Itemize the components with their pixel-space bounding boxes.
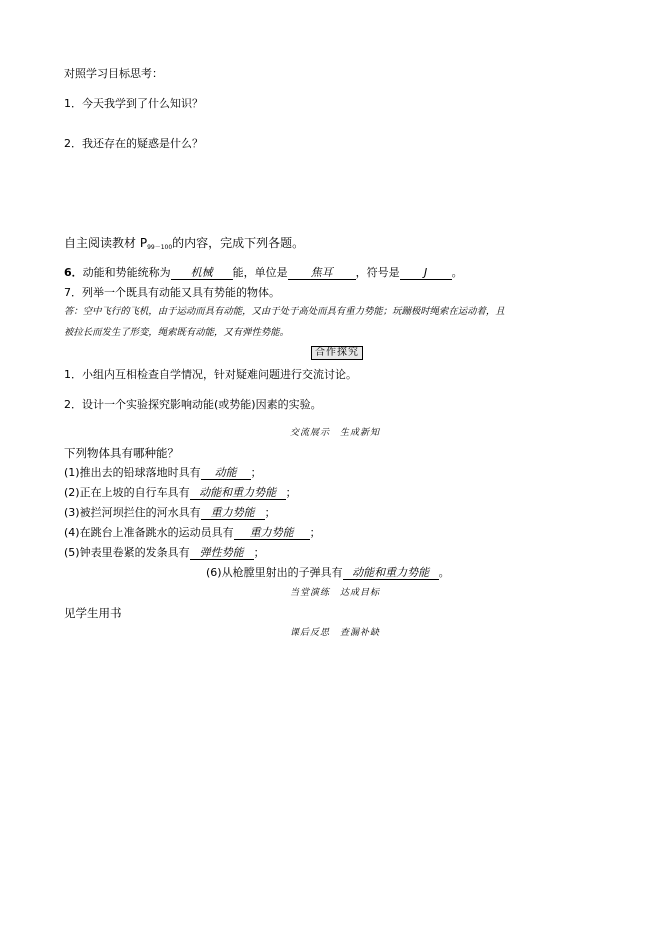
self-read-intro [64, 236, 304, 255]
question-6-text-1: 动能和势能统称为 [82, 266, 171, 279]
reflect-question-2: 2．我还存在的疑惑是什么？ [64, 137, 203, 150]
question-6-text-3: ，符号是 [355, 266, 400, 279]
exchange-item-6 [206, 566, 450, 580]
review-title: 课后反思 查漏补缺 [290, 628, 381, 638]
exchange-item-3-end: ； [264, 506, 276, 519]
reflect-question-1: 1．今天我学到了什么知识？ [64, 97, 203, 110]
exchange-item-2 [64, 486, 297, 500]
question-6-number: 6． [64, 266, 83, 279]
question-6 [64, 266, 463, 280]
practice-note: 见学生用书 [64, 606, 122, 620]
exchange-item-3 [64, 506, 276, 520]
exchange-item-6-answer: 动能和重力势能 [343, 566, 439, 580]
reflect-heading: 对照学习目标思考： [64, 67, 163, 80]
cooperation-title: 合作探究 [311, 346, 363, 360]
question-6-text-4: 。 [451, 266, 463, 279]
exchange-item-4-end: ； [309, 526, 321, 539]
self-read-intro-post: 的内容，完成下列各题。 [172, 236, 305, 250]
self-read-intro-pre: 自主阅读教材 P [64, 236, 148, 250]
exchange-item-6-end: 。 [438, 566, 450, 579]
exchange-item-4-answer: 重力势能 [234, 526, 310, 540]
exchange-item-5-text: (5)钟表里卷紧的发条具有 [64, 546, 190, 559]
practice-title: 当堂演练 达成目标 [290, 588, 381, 598]
question-6-text-2: 能，单位是 [232, 266, 288, 279]
cooperation-item-1: 1．小组内互相检查自学情况，针对疑难问题进行交流讨论。 [64, 368, 357, 381]
exchange-item-2-answer: 动能和重力势能 [190, 486, 286, 500]
exchange-item-1 [64, 466, 262, 480]
question-7: 7．列举一个既具有动能又具有势能的物体。 [64, 286, 280, 299]
exchange-question: 下列物体具有哪种能？ [64, 446, 179, 460]
exchange-item-4-text: (4)在跳台上准备跳水的运动员具有 [64, 526, 234, 539]
answer-mechanical: 机械 [171, 266, 233, 280]
answer-7-line-2: 被拉长而发生了形变，绳索既有动能，又有弹性势能。 [64, 327, 290, 338]
exchange-item-2-text: (2)正在上坡的自行车具有 [64, 486, 190, 499]
exchange-item-5 [64, 546, 265, 560]
exchange-item-1-answer: 动能 [201, 466, 251, 480]
exchange-item-1-text: (1)推出去的铅球落地时具有 [64, 466, 201, 479]
self-read-page-range: 99－100 [147, 244, 173, 251]
exchange-item-5-end: ； [253, 546, 265, 559]
cooperation-item-2: 2．设计一个实验探究影响动能(或势能)因素的实验。 [64, 398, 322, 411]
answer-symbol-j: J [400, 266, 452, 280]
exchange-item-3-text: (3)被拦河坝拦住的河水具有 [64, 506, 201, 519]
answer-joule: 焦耳 [288, 266, 356, 280]
answer-7-line-1: 答：空中飞行的飞机，由于运动而具有动能，又由于处于高处而具有重力势能；玩蹦极时绳索在运动着，且 [64, 306, 505, 317]
exchange-item-5-answer: 弹性势能 [190, 546, 254, 560]
exchange-item-4 [64, 526, 321, 540]
exchange-item-1-end: ； [250, 466, 262, 479]
exchange-item-2-end: ； [285, 486, 297, 499]
exchange-item-3-answer: 重力势能 [201, 506, 265, 520]
exchange-title: 交流展示 生成新知 [290, 428, 381, 438]
exchange-item-6-text: (6)从枪膛里射出的子弹具有 [206, 566, 343, 579]
